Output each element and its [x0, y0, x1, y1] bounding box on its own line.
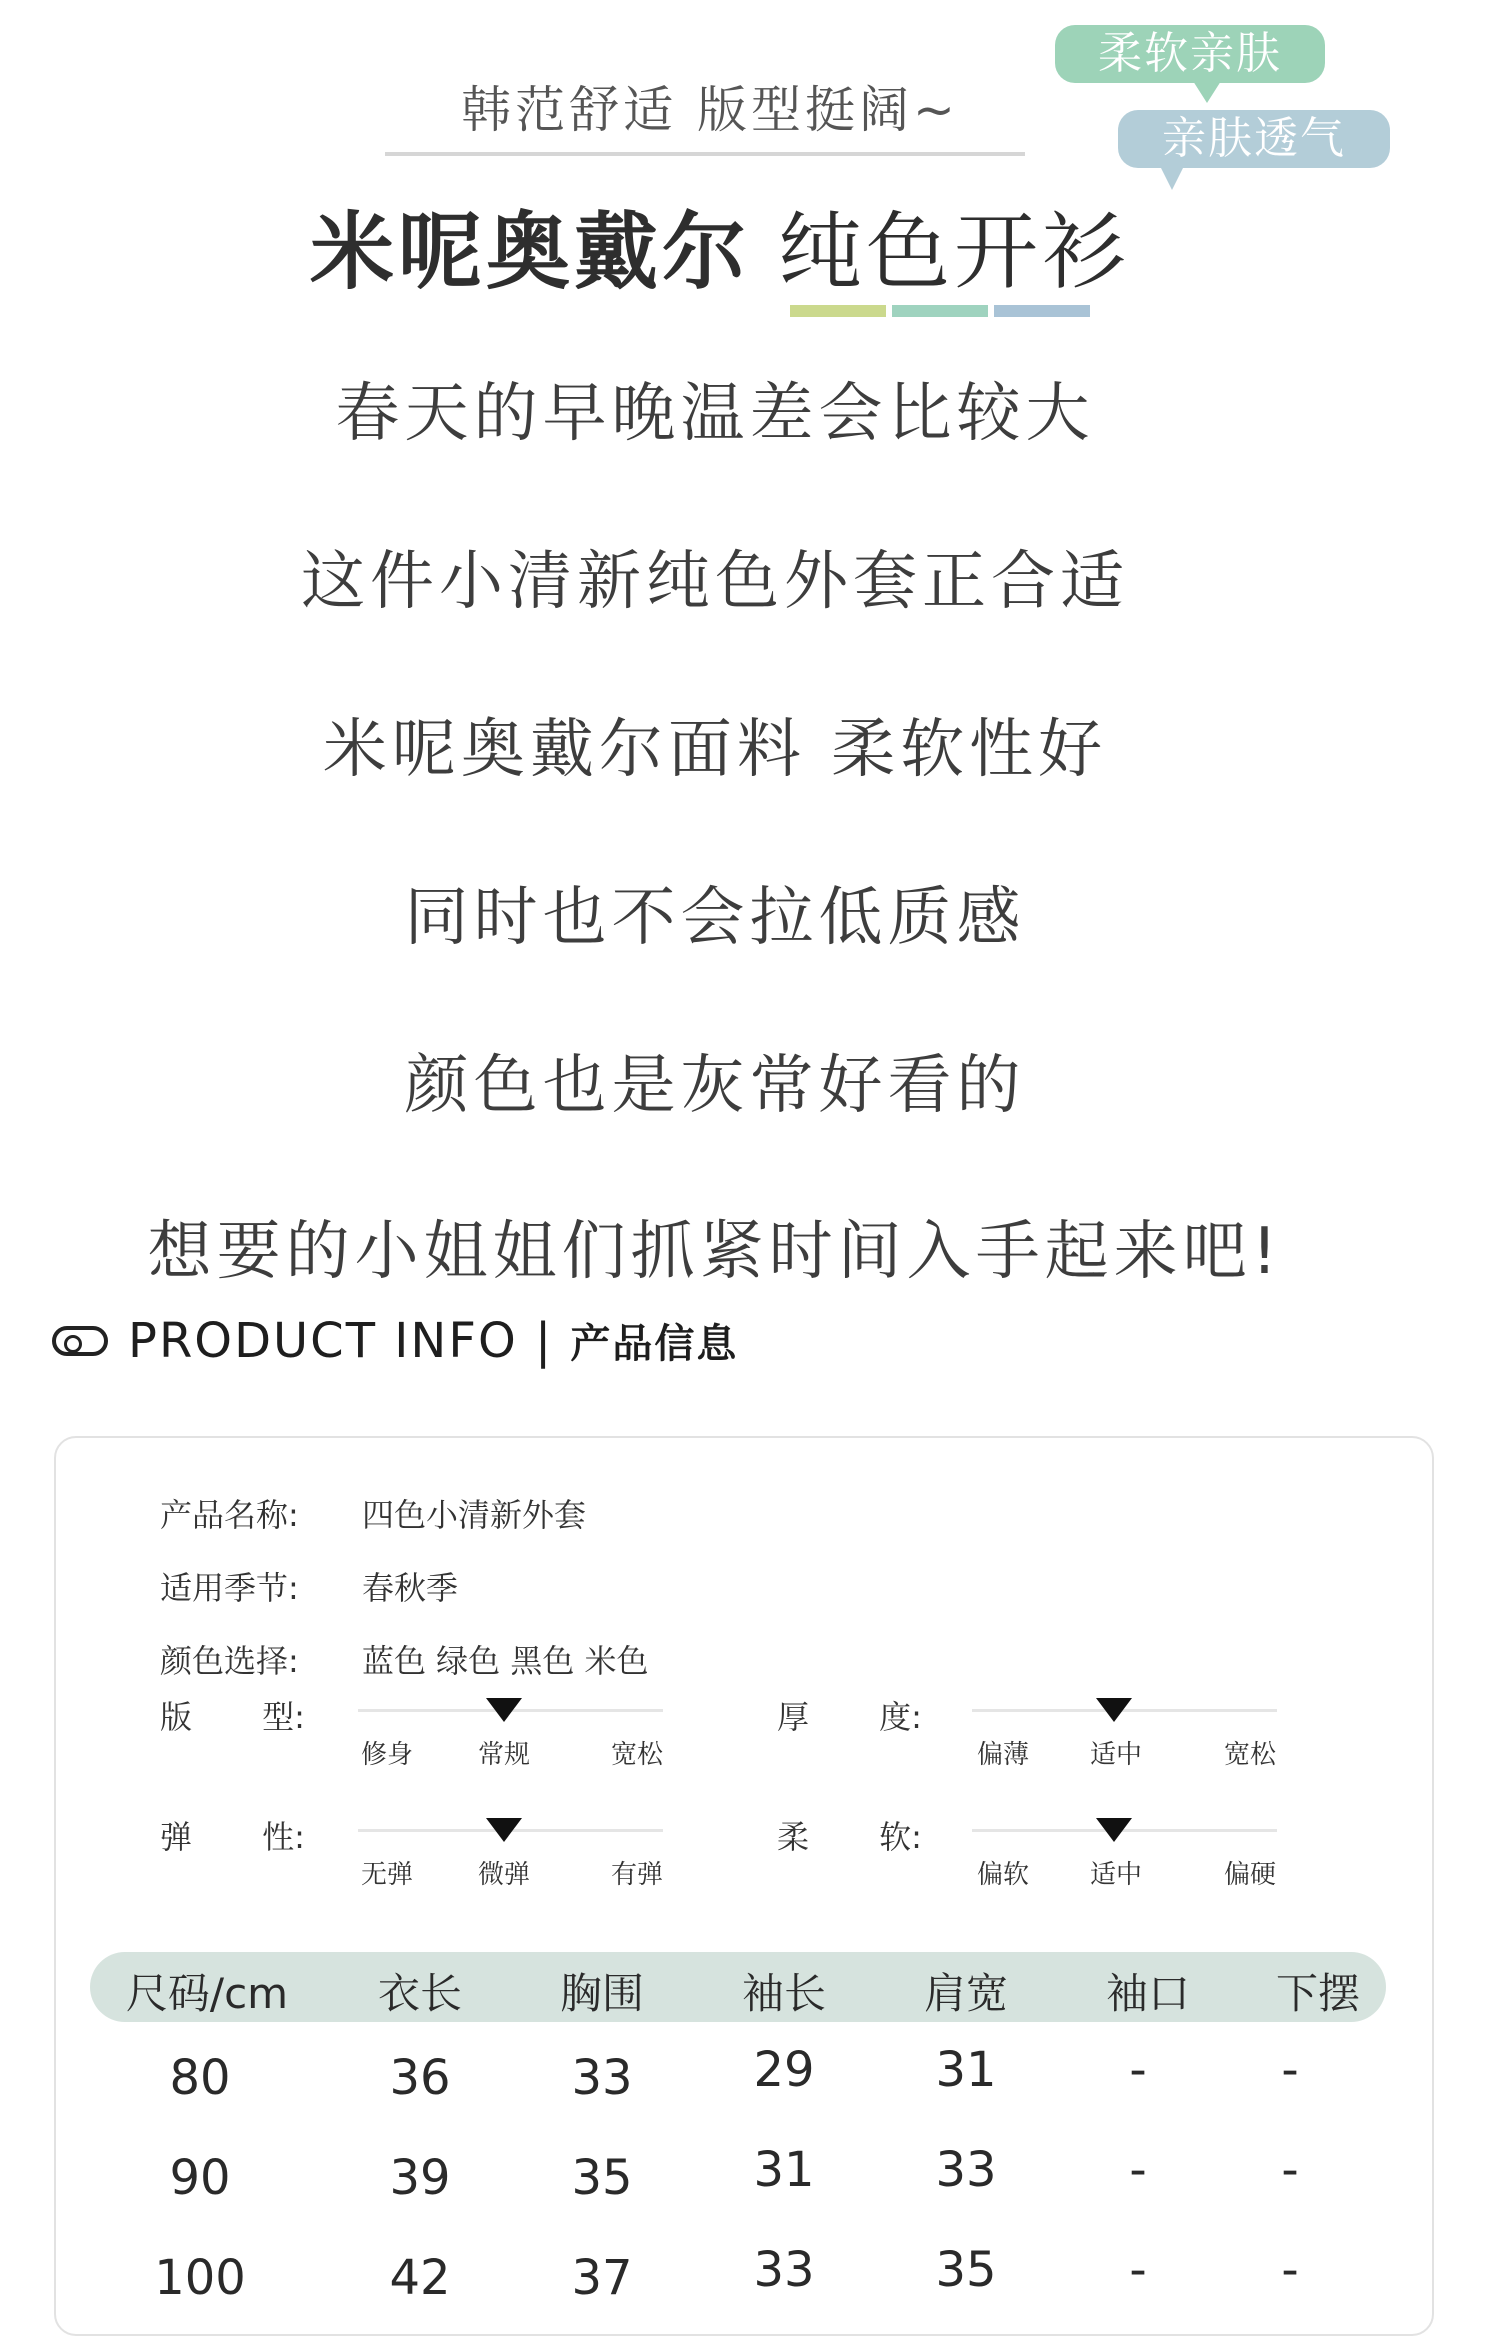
product-info-heading — [128, 1312, 738, 1369]
table-header-cell: 尺码/cm — [125, 1969, 289, 2018]
scale-option: 适中 — [1090, 1740, 1143, 1770]
description-line: 这件小清新纯色外套正合适 — [301, 545, 1129, 619]
table-cell: - — [1281, 2242, 1299, 2298]
field-label-season: 适用季节: — [160, 1569, 299, 1607]
subtitle-underline — [385, 152, 1025, 156]
table-cell: 90 — [169, 2150, 231, 2206]
scale-option: 偏软 — [977, 1860, 1030, 1890]
field-label-color: 颜色选择: — [160, 1642, 299, 1680]
table-cell: 35 — [935, 2242, 997, 2298]
scale-option: 有弹 — [611, 1860, 664, 1890]
table-cell: 31 — [753, 2142, 815, 2198]
description-line: 颜色也是灰常好看的 — [404, 1049, 1026, 1123]
table-cell: 31 — [935, 2042, 997, 2098]
title-light: 纯色开衫 — [778, 203, 1131, 301]
table-cell: 33 — [753, 2242, 815, 2298]
scale-option: 宽松 — [1224, 1740, 1277, 1770]
field-value-color: 蓝色 绿色 黑色 米色 — [362, 1642, 649, 1680]
table-cell: 36 — [389, 2050, 451, 2106]
description-line: 想要的小姐姐们抓紧时间入手起来吧! — [147, 1215, 1283, 1289]
table-header-cell: 袖口 — [1105, 1969, 1190, 2018]
product-info-en: PRODUCT INFO — [128, 1313, 518, 1369]
scale-option: 微弹 — [478, 1860, 531, 1890]
toggle-icon — [52, 1326, 108, 1356]
tag-soft: 柔软亲肤 — [1055, 25, 1325, 83]
table-cell: - — [1281, 2142, 1299, 2198]
scale-option: 宽松 — [611, 1740, 664, 1770]
scale-option: 无弹 — [361, 1860, 414, 1890]
table-cell: 33 — [571, 2050, 633, 2106]
description-line: 同时也不会拉低质感 — [404, 881, 1026, 955]
field-value-name: 四色小清新外套 — [362, 1496, 587, 1534]
scale-option: 偏硬 — [1224, 1860, 1277, 1890]
scale-option: 常规 — [478, 1740, 531, 1770]
table-cell: 37 — [571, 2250, 633, 2306]
field-value-season: 春秋季 — [362, 1569, 459, 1607]
table-cell: 100 — [154, 2250, 246, 2306]
table-cell: 33 — [935, 2142, 997, 2198]
accent-bar-green — [892, 305, 988, 317]
heading-separator: | — [534, 1313, 554, 1369]
accent-bar-blue — [994, 305, 1090, 317]
table-header-cell: 衣长 — [377, 1969, 462, 2018]
table-cell: 29 — [753, 2042, 815, 2098]
scale-label-fit: 版 型: — [160, 1698, 305, 1736]
table-cell: - — [1281, 2042, 1299, 2098]
table-cell: 35 — [571, 2150, 633, 2206]
table-header-cell: 袖长 — [741, 1969, 826, 2018]
table-header-cell: 下摆 — [1275, 1969, 1360, 2018]
title-bold: 米呢奥戴尔 — [309, 203, 750, 301]
accent-bar-yellow — [790, 305, 886, 317]
marker-thickness — [1096, 1698, 1132, 1722]
product-info-cn: 产品信息 — [570, 1321, 739, 1367]
subtitle: 韩范舒适 版型挺阔~ — [461, 81, 959, 139]
scale-option: 修身 — [361, 1740, 414, 1770]
table-cell: - — [1129, 2042, 1147, 2098]
scale-label-thickness: 厚 度: — [777, 1698, 922, 1736]
table-cell: 39 — [389, 2150, 451, 2206]
tag-breathable: 亲肤透气 — [1118, 110, 1390, 168]
description-line: 米呢奥戴尔面料 柔软性好 — [322, 713, 1108, 787]
page-title — [0, 185, 1440, 306]
table-cell: 80 — [169, 2050, 231, 2106]
scale-option: 偏薄 — [977, 1740, 1030, 1770]
marker-elasticity — [486, 1818, 522, 1842]
field-label-name: 产品名称: — [160, 1496, 299, 1534]
description-line: 春天的早晚温差会比较大 — [335, 377, 1095, 451]
table-cell: - — [1129, 2242, 1147, 2298]
marker-fit — [486, 1698, 522, 1722]
scale-label-elasticity: 弹 性: — [160, 1818, 305, 1856]
table-header-cell: 胸围 — [559, 1969, 644, 2018]
scale-option: 适中 — [1090, 1860, 1143, 1890]
scale-label-softness: 柔 软: — [777, 1818, 922, 1856]
marker-softness — [1096, 1818, 1132, 1842]
table-header-cell: 肩宽 — [923, 1969, 1008, 2018]
table-cell: - — [1129, 2142, 1147, 2198]
table-cell: 42 — [389, 2250, 451, 2306]
